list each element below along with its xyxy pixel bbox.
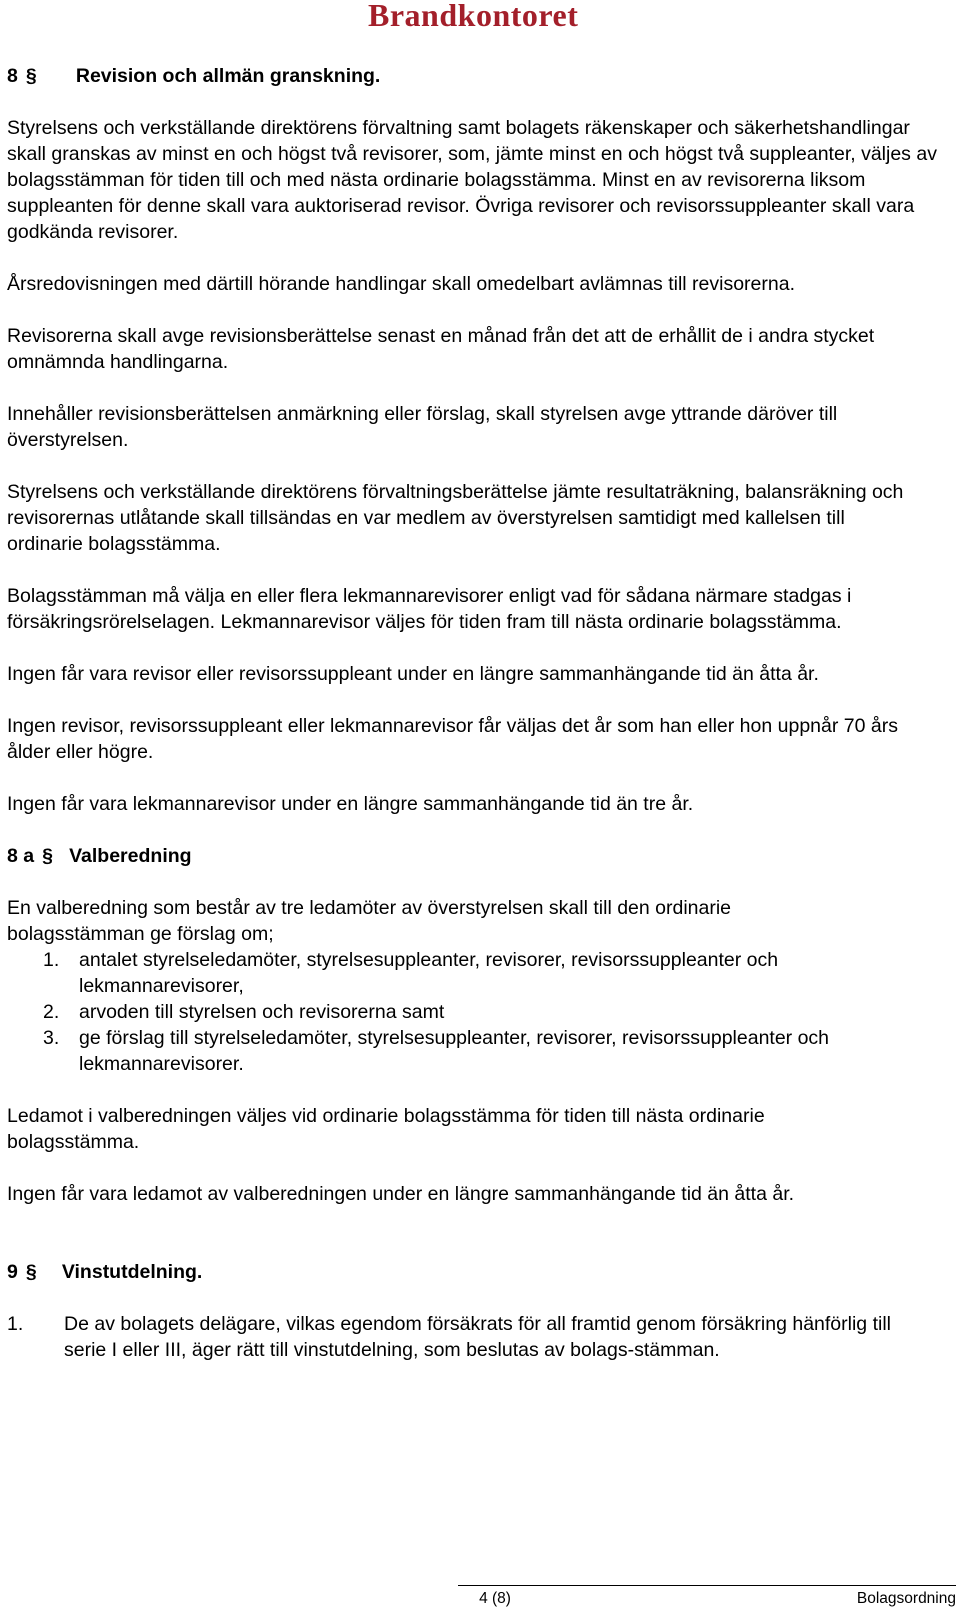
paragraph: Ingen får vara lekmannarevisor under en längre sammanhängande tid än tre år. — [7, 793, 694, 815]
brand-logo-text: Brandkontoret — [368, 0, 579, 33]
paragraph: Revisorerna skall avge revisionsberättelse senast en månad från det att de erhållit de i andra stycket omnämnda handlingarna. — [7, 325, 875, 373]
paragraph: Styrelsens och verkställande direktörens förvaltning samt bolagets räkenskaper och säkerhetshandlingar skall granskas av minst en och högst två revisorer, som, jämte minst en och högst två suppleanter, väljes av bolagsstämman för tiden till och med nästa ordinarie bolagsstämma. Minst en av revisorerna liksom suppleanten för denne skall vara auktoriserad revisor. Övriga revisorer och revisorssuppleanter skall vara godkända revisorer. — [7, 117, 937, 243]
paragraph: Ingen revisor, revisorssuppleant eller lekmannarevisor får väljas det år som han eller hon uppnår 70 års ålder eller högre. — [7, 715, 898, 763]
list-item-text: De av bolagets delägare, vilkas egendom försäkrats för all framtid genom försäkring hänförlig till serie I eller III, äger rätt till vinstutdelning, som beslutas av bolags-stämman. — [64, 1313, 891, 1361]
list-marker: 2. — [43, 1001, 60, 1023]
list-marker: 3. — [43, 1027, 60, 1049]
paragraph: Ledamot i valberedningen väljes vid ordinarie bolagsstämma för tiden till nästa ordinarie bolagsstämma. — [7, 1105, 765, 1153]
paragraph: Ingen får vara revisor eller revisorssuppleant under en längre sammanhängande tid än åtta år. — [7, 663, 819, 685]
section-symbol: § — [42, 845, 53, 867]
section-number: 8 a — [7, 845, 35, 867]
section-symbol: § — [25, 65, 37, 87]
document-body — [7, 63, 955, 1363]
section-title: Valberedning — [69, 845, 192, 867]
paragraph: Styrelsens och verkställande direktörens förvaltningsberättelse jämte resultaträkning, balansräkning och revisorernas utlåtande skall tillsändas en var medlem av överstyrelsen samtidigt med kallelsen till ordinarie bolagsstämma. — [7, 481, 904, 555]
list-item-text: ge förslag till styrelseledamöter, styrelsesuppleanter, revisorer, revisorssuppleanter och lekmannarevisorer. — [79, 1027, 830, 1075]
list-marker: 1. — [7, 1313, 24, 1335]
paragraph: Innehåller revisionsberättelsen anmärkning eller förslag, skall styrelsen avge yttrande däröver till överstyrelsen. — [7, 403, 838, 451]
section-9-heading — [7, 1259, 955, 1285]
list-item — [7, 1311, 955, 1363]
numbered-list — [7, 1311, 955, 1363]
list-item — [7, 999, 955, 1025]
paragraph: Bolagsstämman må välja en eller flera lekmannarevisorer enligt vad för sådana närmare stadgas i försäkringsrörelselagen. Lekmannarevisor väljes för tiden fram till nästa ordinarie bolagsstämma. — [7, 585, 852, 633]
paragraph: Ingen får vara ledamot av valberedningen under en längre sammanhängande tid än åtta år. — [7, 1183, 795, 1205]
numbered-list — [7, 947, 955, 1077]
list-item-text: arvoden till styrelsen och revisorerna samt — [79, 1001, 445, 1023]
paragraph: Årsredovisningen med därtill hörande handlingar skall omedelbart avlämnas till revisorerna. — [7, 273, 795, 295]
section-8a-heading — [7, 843, 955, 869]
list-item — [7, 1025, 955, 1077]
footer-divider — [458, 1585, 956, 1586]
section-title: Vinstutdelning. — [61, 1261, 203, 1283]
section-8-heading — [7, 63, 955, 89]
list-item — [7, 947, 955, 999]
list-item-text: antalet styrelseledamöter, styrelsesuppleanter, revisorer, revisorssuppleanter och lekmannarevisorer, — [79, 949, 779, 997]
section-number: 9 — [7, 1261, 18, 1283]
document-name: Bolagsordning — [856, 1590, 956, 1607]
list-marker: 1. — [43, 949, 60, 971]
paragraph: En valberedning som består av tre ledamöter av överstyrelsen skall till den ordinarie bolagsstämman ge förslag om; — [7, 897, 732, 945]
section-title: Revision och allmän granskning. — [75, 65, 381, 87]
section-symbol: § — [25, 1261, 37, 1283]
section-number: 8 — [7, 65, 18, 87]
page-number: 4 (8) — [479, 1590, 511, 1607]
